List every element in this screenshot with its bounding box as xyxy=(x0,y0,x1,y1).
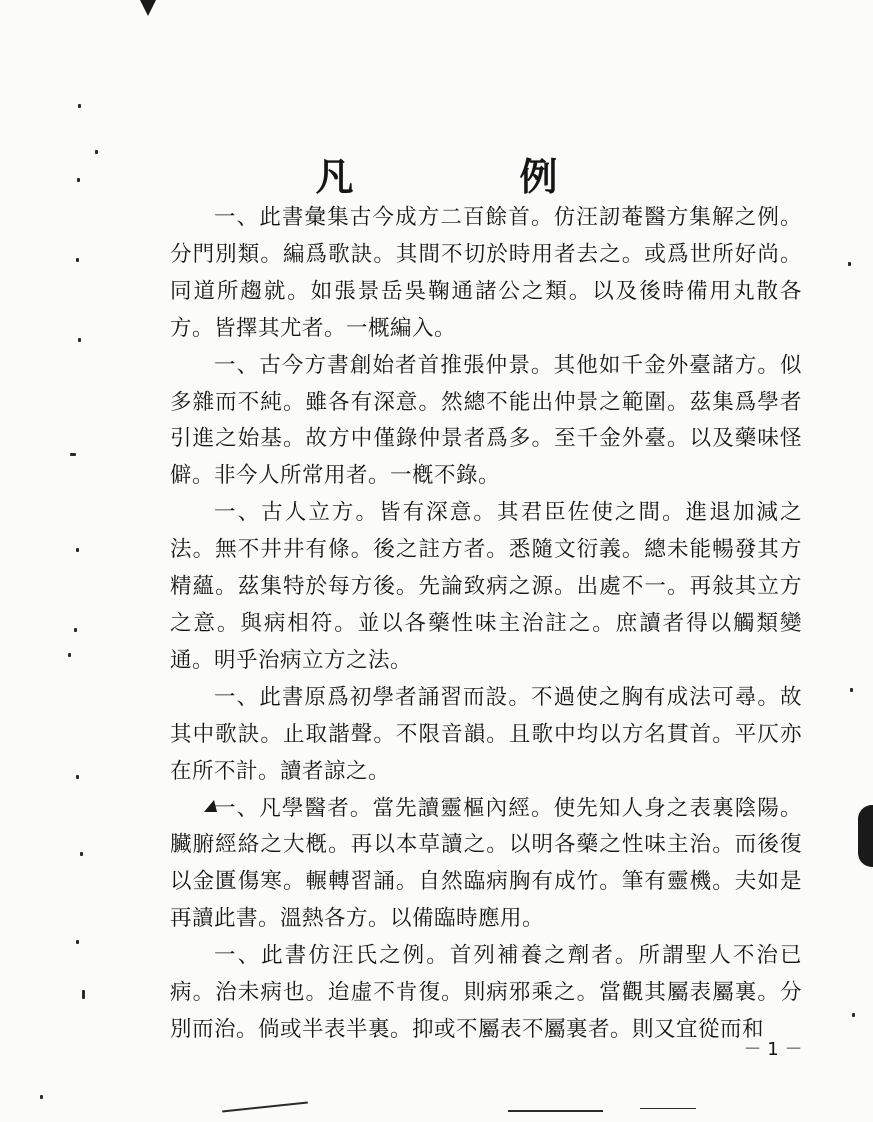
speck xyxy=(78,338,81,342)
speck xyxy=(76,258,79,262)
corner-mark xyxy=(140,0,156,16)
paragraph-1: 一、此書彙集古今成方二百餘首。仿汪訒菴醫方集解之例。分門別類。編爲歌訣。其間不切於時用者去之。或爲世所好尚。同道所趨就。如張景岳吳鞠通諸公之類。以及後時備用丸散各方。皆擇其尤者。一概編入。 xyxy=(170,205,802,341)
speck xyxy=(95,150,98,154)
speck xyxy=(80,852,83,856)
paragraph-4: 一、此書原爲初學者誦習而設。不過使之胸有成法可尋。故其中歌訣。止取諧聲。不限音韻。且歌中均以方名貫首。平仄亦在所不計。讀者諒之。 xyxy=(170,684,802,784)
speck xyxy=(76,940,79,944)
paragraph-5: 一、凡學醫者。當先讀靈樞內經。使先知人身之表裏陰陽。臟腑經絡之大槪。再以本草讀之。以明各藥之性味主治。而後復以金匱傷寒。輾轉習誦。自然臨病胸有成竹。筆有靈機。夫如是再讀此書。溫熱各方。以備臨時應用。 xyxy=(170,795,802,932)
paragraph-3: 一、古人立方。皆有深意。其君臣佐使之間。進退加減之法。無不井井有條。後之註方者。悉隨文衍義。總未能暢發其方精蘊。茲集特於每方後。先論致病之源。出處不一。再敍其立方之意。與病相符。並以各藥性味主治註之。庶讀者得以觸類變通。明乎治病立方之法。 xyxy=(170,500,802,673)
paragraph-6: 一、此書仿汪氏之例。首列補養之劑者。所謂聖人不治已病。治未病也。迨虛不肯復。則病邪乘之。當觀其屬表屬裏。分別而治。倘或半表半裏。抑或不屬表不屬裏者。則又宜從而和 xyxy=(170,943,802,1042)
bottom-line xyxy=(508,1110,603,1112)
speck xyxy=(82,990,85,999)
speck xyxy=(850,688,853,692)
speck xyxy=(852,1013,855,1017)
speck xyxy=(40,1095,43,1099)
speck xyxy=(74,628,77,632)
speck xyxy=(76,548,79,552)
speck xyxy=(848,262,851,266)
ink-blot xyxy=(858,805,873,867)
speck xyxy=(68,653,71,657)
page-title: 凡 例 xyxy=(315,154,622,200)
speck xyxy=(70,453,76,456)
body-text xyxy=(170,200,802,1049)
page-number: － 1 － xyxy=(743,1039,803,1060)
speck xyxy=(76,775,79,779)
bottom-line xyxy=(640,1108,696,1109)
arrow-mark xyxy=(204,800,217,812)
speck xyxy=(78,104,81,108)
speck xyxy=(77,178,80,182)
paragraph-2: 一、古今方書創始者首推張仲景。其他如千金外臺諸方。似多雜而不純。雖各有深意。然總不能出仲景之範圍。茲集爲學者引進之始基。故方中僅錄仲景者爲多。至千金外臺。以及藥味怪僻。非今人所常用者。一槪不錄。 xyxy=(170,352,802,489)
bottom-line xyxy=(222,1102,308,1113)
